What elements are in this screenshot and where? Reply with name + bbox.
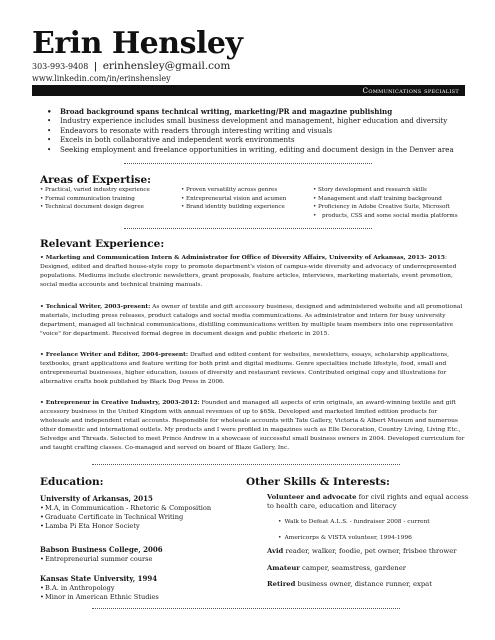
job-title: Entrepreneur in Creative Industry, 2003-2012: (45, 399, 200, 406)
bullet-icon: • (40, 399, 44, 406)
skill-label: Volunteer and advocate (267, 493, 357, 501)
job-title: Freelance Writer and Editor, 2004-present: (45, 351, 189, 358)
expertise-item: • Technical document design degree (40, 203, 180, 212)
section-divider (124, 228, 372, 229)
education-item: • Minor in American Ethnic Studies (40, 593, 159, 602)
job-title-suffix: : (444, 255, 447, 261)
bullet-icon: • (40, 303, 44, 310)
expertise-item: • Proven versatility across genres (181, 186, 311, 195)
job-entry (40, 351, 465, 387)
contact-separator: | (93, 62, 98, 72)
summary-item: • Industry experience includes small business development and management, higher education and diversity (60, 116, 470, 125)
expertise-item: • Entrepreneurial vision and acumen (181, 195, 311, 204)
job-entry (40, 254, 465, 290)
expertise-item: • Management and staff training background (313, 195, 473, 204)
volunteer-item: • Americorps & VISTA volunteer, 1994-1996 (278, 534, 412, 542)
summary-item: • Seeking employment and freelance opportunities in writing, editing and document design in the Denver area (60, 145, 470, 154)
skill-avid (267, 547, 477, 556)
skill-text: business owner, distance runner, expat (295, 580, 432, 588)
skill-text: for civil rights and equal access to health care, education and literacy (267, 493, 469, 511)
expertise-item: • products, CSS and some social media platforms (313, 212, 473, 221)
education-item: • Lamba Pi Eta Honor Society (40, 522, 211, 531)
expertise-item: • Brand identity building experience (181, 203, 311, 212)
section-divider (124, 163, 372, 164)
job-title-bar (32, 85, 465, 96)
phone-number: 303-993-9408 (32, 62, 89, 71)
experience-heading: Relevant Experience: (40, 238, 165, 250)
bullet-icon: • (40, 351, 44, 358)
job-title: Marketing and Communication Intern & Administrator for Office of Diversity Affairs, University of Arkansas, 2013- 2015 (45, 254, 445, 261)
expertise-column-3 (313, 186, 473, 220)
section-divider (92, 464, 400, 465)
skills-heading: Other Skills & Interests: (246, 476, 390, 488)
candidate-name: Erin Hensley (32, 26, 243, 61)
school-details (40, 555, 152, 564)
school-details (40, 584, 159, 602)
job-entry (40, 303, 465, 339)
job-title: Technical Writer, 2003-present: (45, 303, 151, 310)
education-item: • Graduate Certificate in Technical Writing (40, 513, 211, 522)
job-description: Founded and managed all aspects of erin originals, an award-winning textile and gift accessory business in the United Kingdom with annual revenues of up to $65k. Developed and marketed limited edition products for wholesale and independent retail accounts. Responsible for wholesale accounts with Tate Gallery, Victoria & Albert Museum and numerous other domestic and international outlets. My products and I were profiled in magazines such as Elle Decoration, Country Living, Living Etc., Selvedge and Threads. Selected to meet Prince Andrew in a showcase of successful small business owners in 2004. Developed curriculum for and taught crafting classes. Co-managed and served on board of Blaze Gallery, Inc. (40, 400, 465, 451)
school-name: Kansas State University, 1994 (40, 574, 158, 583)
expertise-item: • Practical, varied industry experience (40, 186, 180, 195)
skill-label: Amateur (267, 564, 300, 572)
summary-item: • Broad background spans technical writing, marketing/PR and magazine publishing (60, 107, 470, 116)
summary-list (60, 107, 470, 154)
skill-label: Avid (267, 547, 284, 555)
skill-amateur (267, 564, 477, 573)
skill-retired (267, 580, 477, 589)
skill-text: reader, walker, foodie, pet owner, frisbee thrower (283, 547, 457, 555)
skill-volunteer (267, 493, 477, 511)
expertise-item: • Story development and research skills (313, 186, 473, 195)
school-details (40, 504, 211, 532)
job-entry (40, 399, 465, 452)
volunteer-item: • Walk to Defeat A.L.S. - fundraiser 2008 - current (278, 518, 430, 526)
expertise-heading: Areas of Expertise: (40, 174, 152, 186)
contact-info (32, 61, 230, 84)
website-link: www.linkedin.com/in/erinshensley (32, 74, 171, 83)
education-heading: Education: (40, 476, 104, 488)
section-divider (92, 608, 400, 609)
job-description: Drafted and edited content for websites, newsletters, essays, scholarship applications, textbooks, grant applications and feature writing for both print and digital mediums. Genre specialties include lifestyle, food, small and entrepreneurial businesses, higher education, issues of diversity and restaurant reviews. Contributed original copy and illustrations for alternative crafts book published by Black Dog Press in 2006. (40, 352, 450, 385)
job-title: Communications specialist (362, 86, 459, 95)
education-item: • Entrepreneurial summer course (40, 555, 152, 564)
expertise-item: • Formal communication training (40, 195, 180, 204)
expertise-column-2 (181, 186, 311, 212)
summary-item: • Endeavors to resonate with readers through interesting writing and visuals (60, 126, 470, 135)
expertise-item: • Proficiency in Adobe Creative Suite, Microsoft (313, 203, 473, 212)
education-item: • M.A, in Communication - Rhetoric & Composition (40, 504, 211, 513)
school-name: Babson Business College, 2006 (40, 545, 163, 554)
school-name: University of Arkansas, 2015 (40, 494, 153, 503)
education-item: • B.A. in Anthropology (40, 584, 159, 593)
job-description: As owner of textile and gift accessory business, designed and administered website and all promotional materials, including press releases, product catalogs and social media communications. As administrator and intern for busy university department, managed all technical communications, distilling communications written by multiple team members into one representative "voice" for department. Received formal degree in document design and public rhetoric in 2015. (40, 304, 463, 337)
skill-text: camper, seamstress, gardener (299, 564, 406, 572)
summary-item: • Excels in both collaborative and independent work environments (60, 135, 470, 144)
expertise-column-1 (40, 186, 180, 212)
bullet-icon: • (40, 254, 44, 261)
email-address: erinhensley@gmail.com (102, 60, 231, 72)
skill-label: Retired (267, 580, 296, 588)
job-description: Designed, edited and drafted house-style copy to promote department's vision of campus-wide diversity and advocacy of underrepresented populations. Mediums include electronic newsletters, grant proposals, feature articles, interviews, marketing materials, event promotion, social media accounts and technical training manuals. (40, 263, 457, 288)
